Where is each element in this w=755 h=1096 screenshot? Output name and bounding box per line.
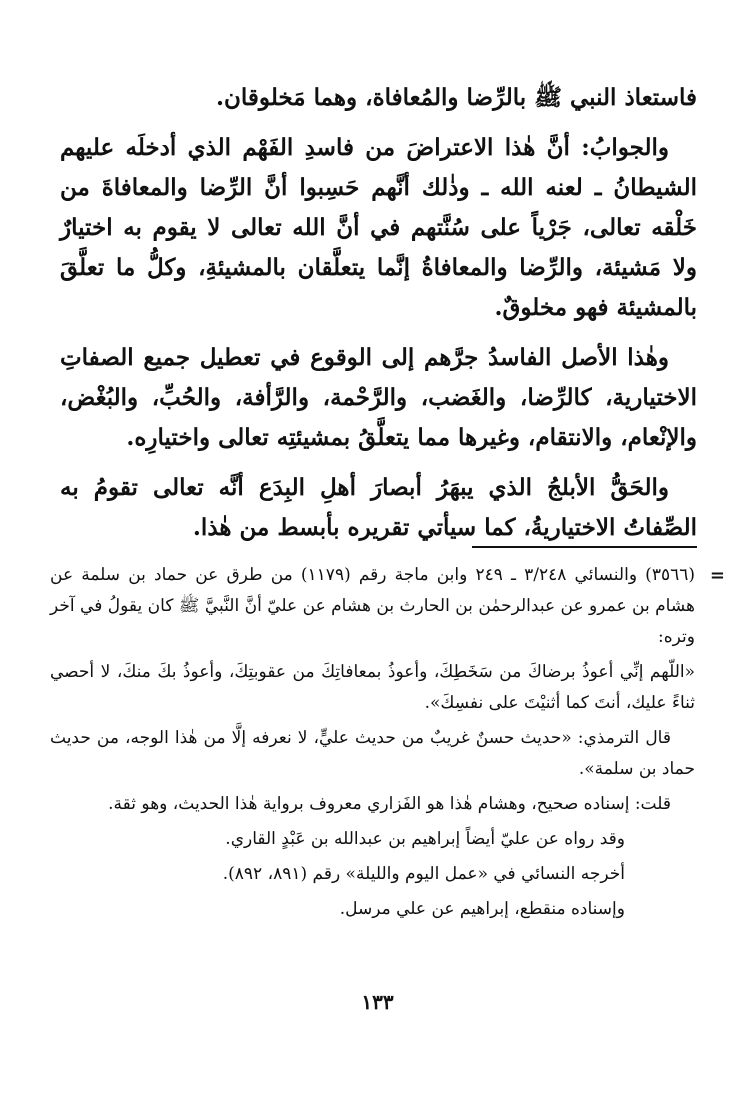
footnote-line-4: قلت: إسناده صحيح، وهشام هٰذا هو الفَزاري معروف برواية هٰذا الحديث، وهو ثقة.: [108, 794, 671, 814]
footnote-sub-line-3: وإسناده منقطع، إبراهيم عن علي مرسل.: [339, 899, 625, 919]
page-number: ١٣٣: [361, 990, 394, 1014]
footnote-sub-line-1: وقد رواه عن عليّ أيضاً إبراهيم بن عبدالله بن عَبْدٍ القاري.: [225, 829, 625, 849]
footnote-sub-line-2: أخرجه النسائي في «عمل اليوم والليلة» رقم (٨٩١، ٨٩٢).: [222, 864, 625, 884]
footnote-continuation-marker: =: [709, 565, 725, 586]
footnote-line-3: قال الترمذي: «حديث حسنٌ غريبٌ من حديث عليٍّ، لا نعرفه إلَّا من هٰذا الوجه، من حديث حماد بن سلمة».: [50, 728, 695, 779]
main-paragraph-2: والجوابُ: أنَّ هٰذا الاعتراضَ من فاسدِ الفَهْم الذي أدخلَه عليهم الشيطانُ ـ لعنه الله ـ وذٰلك أنَّهم حَسِبوا أنَّ الرِّضا والمعافاةَ من خَلْقه تعالى، جَرْياً على سُنَّتهم في أنَّ الله تعالى لا يقوم به اختيارٌ ولا مَشيئة، والرِّضا والمعافاةُ إنَّما يتعلَّقان بالمشيئةِ، وكلُّ ما تعلَّقَ بالمشيئة فهو مخلوقٌ.: [60, 134, 697, 321]
main-paragraph-3: وهٰذا الأصل الفاسدُ جرَّهم إلى الوقوع في تعطيل جميع الصفاتِ الاختيارية، كالرِّضا، والغَضب، والرَّحْمة، والرَّأفة، والحُبِّ، والبُغْض، والإنْعام، والانتقام، وغيرها مما يتعلَّقُ بمشيئتِه تعالى واختيارِه.: [60, 344, 697, 451]
footnotes: [50, 560, 725, 929]
footnote-line-1: (٣٥٦٦) والنسائي ٣/٢٤٨ ـ ٢٤٩ وابن ماجة رقم (١١٧٩) من طرق عن حماد بن سلمة عن هشام بن عمرو عن عبدالرحمٰن بن الحارث بن هشام عن عليّ أنَّ النَّبيَّ ﷺ كان يقولُ في آخر وتره:: [50, 565, 695, 647]
footnote-divider: [472, 546, 697, 548]
footnote-line-2: «اللّهم إنِّي أعوذُ برضاكَ من سَخَطِكَ، وأعوذُ بمعافاتِكَ من عقوبتِكَ، وأعوذُ بكَ منكَ، لا أحصي ثناءً عليك، أنتَ كما أثنيْتَ على نفسِكَ».: [50, 662, 695, 713]
main-paragraph-4: والحَقُّ الأبلجُ الذي يبهَرُ أبصارَ أهلِ البِدَع أنَّه تعالى تقومُ به الصِّفاتُ الاختياريةُ، كما سيأتي تقريره بأبسط من هٰذا.: [60, 474, 697, 541]
main-paragraph-1: فاستعاذ النبي ﷺ بالرِّضا والمُعافاة، وهما مَخلوقان.: [216, 84, 697, 111]
main-text: [60, 78, 697, 558]
